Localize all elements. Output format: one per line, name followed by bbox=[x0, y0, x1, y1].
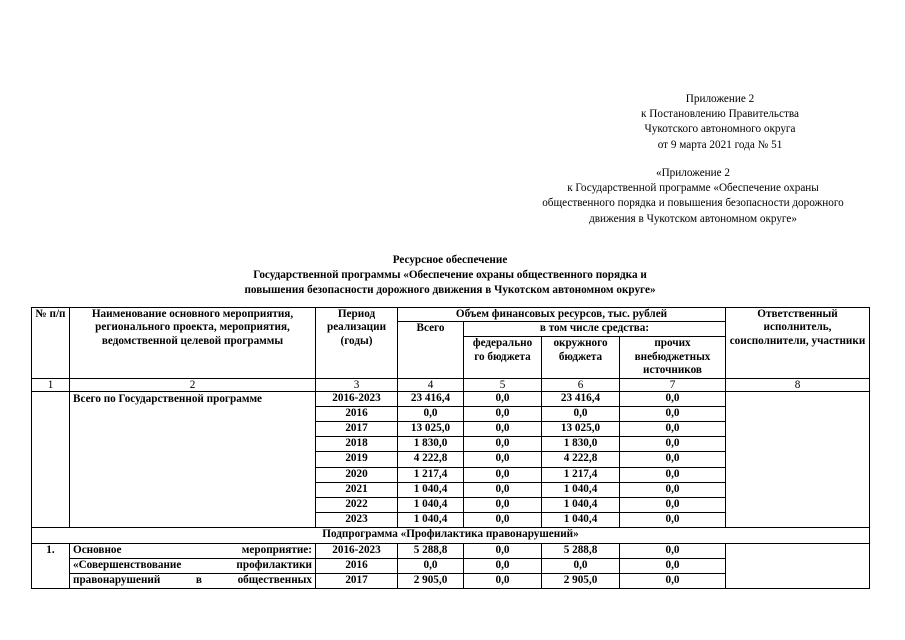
total-cell: 0,0 bbox=[398, 406, 464, 421]
other-cell: 0,0 bbox=[620, 497, 726, 512]
header-name: Наименование основного мероприятия, регионального проекта, мероприятия, ведомственной целевой программы bbox=[70, 308, 316, 379]
district-cell: 13 025,0 bbox=[542, 422, 620, 437]
document-title bbox=[140, 253, 760, 297]
district-cell: 0,0 bbox=[542, 558, 620, 573]
district-cell: 23 416,4 bbox=[542, 391, 620, 406]
responsible-cell bbox=[726, 543, 870, 589]
federal-cell: 0,0 bbox=[464, 482, 542, 497]
district-cell: 5 288,8 bbox=[542, 543, 620, 558]
table-row bbox=[32, 391, 870, 406]
other-cell: 0,0 bbox=[620, 573, 726, 588]
period-cell: 2016 bbox=[316, 406, 398, 421]
annex-line: Чукотского автономного округа bbox=[644, 123, 796, 136]
total-cell: 1 040,4 bbox=[398, 482, 464, 497]
federal-cell: 0,0 bbox=[464, 406, 542, 421]
federal-cell: 0,0 bbox=[464, 558, 542, 573]
table-row bbox=[32, 543, 870, 558]
federal-cell: 0,0 bbox=[464, 467, 542, 482]
subprogram-row bbox=[32, 528, 870, 543]
district-cell: 1 217,4 bbox=[542, 467, 620, 482]
federal-cell: 0,0 bbox=[464, 573, 542, 588]
federal-cell: 0,0 bbox=[464, 497, 542, 512]
other-cell: 0,0 bbox=[620, 406, 726, 421]
total-cell: 5 288,8 bbox=[398, 543, 464, 558]
other-cell: 0,0 bbox=[620, 543, 726, 558]
header-volume: Объем финансовых ресурсов, тыс. рублей bbox=[398, 308, 726, 322]
annex-line: «Приложение 2 bbox=[655, 167, 731, 179]
period-cell: 2016 bbox=[316, 558, 398, 573]
period-cell: 2016-2023 bbox=[316, 543, 398, 558]
header-period: Период реализации (годы) bbox=[316, 308, 398, 379]
total-cell: 13 025,0 bbox=[398, 422, 464, 437]
period-cell: 2021 bbox=[316, 482, 398, 497]
other-cell: 0,0 bbox=[620, 482, 726, 497]
other-cell: 0,0 bbox=[620, 452, 726, 467]
period-cell: 2019 bbox=[316, 452, 398, 467]
item-name-line: правонарушений в общественных bbox=[70, 573, 316, 588]
item-name-line: «Совершенствование профилактики bbox=[70, 558, 316, 573]
header-responsible: Ответственный исполнитель, соисполнители, участники bbox=[726, 308, 870, 379]
annex-line: Приложение 2 bbox=[685, 93, 755, 105]
total-cell: 0,0 bbox=[398, 558, 464, 573]
column-number: 6 bbox=[542, 378, 620, 391]
annex-line: к Государственной программе «Обеспечение охраны bbox=[567, 182, 819, 195]
total-cell: 1 040,4 bbox=[398, 513, 464, 528]
column-number: 7 bbox=[620, 378, 726, 391]
annex-header bbox=[560, 92, 880, 153]
federal-cell: 0,0 bbox=[464, 437, 542, 452]
item-number: 1. bbox=[32, 543, 70, 589]
district-cell: 2 905,0 bbox=[542, 573, 620, 588]
total-cell: 4 222,8 bbox=[398, 452, 464, 467]
district-cell: 0,0 bbox=[542, 406, 620, 421]
other-cell: 0,0 bbox=[620, 467, 726, 482]
header-including: в том числе средства: bbox=[464, 322, 726, 337]
column-number: 4 bbox=[398, 378, 464, 391]
header-no: № п/п bbox=[32, 308, 70, 379]
other-cell: 0,0 bbox=[620, 437, 726, 452]
item-name-line: Основное мероприятие: bbox=[70, 543, 316, 558]
district-cell: 1 040,4 bbox=[542, 513, 620, 528]
total-label: Всего по Государственной программе bbox=[70, 391, 316, 528]
subprogram-title: Подпрограмма «Профилактика правонарушений» bbox=[32, 528, 870, 543]
total-cell: 1 217,4 bbox=[398, 467, 464, 482]
federal-cell: 0,0 bbox=[464, 452, 542, 467]
annex-line: движения в Чукотском автономном округе» bbox=[589, 212, 797, 225]
column-number: 5 bbox=[464, 378, 542, 391]
column-number: 2 bbox=[70, 378, 316, 391]
annex-line: к Постановлению Правительства bbox=[641, 108, 799, 121]
header-federal: федерально го бюджета bbox=[464, 337, 542, 378]
annex-line: от 9 марта 2021 года № 51 bbox=[657, 138, 783, 151]
district-cell: 4 222,8 bbox=[542, 452, 620, 467]
federal-cell: 0,0 bbox=[464, 391, 542, 406]
federal-cell: 0,0 bbox=[464, 422, 542, 437]
title-line: Государственной программы «Обеспечение охраны общественного порядка и bbox=[253, 268, 647, 281]
header-district: окружного бюджета bbox=[542, 337, 620, 378]
total-no-cell bbox=[32, 391, 70, 528]
total-cell: 23 416,4 bbox=[398, 391, 464, 406]
total-cell: 2 905,0 bbox=[398, 573, 464, 588]
program-annex-header bbox=[512, 166, 874, 227]
column-number: 1 bbox=[32, 378, 70, 391]
title-line: повышения безопасности дорожного движения в Чукотском автономном округе» bbox=[244, 283, 656, 296]
period-cell: 2017 bbox=[316, 573, 398, 588]
district-cell: 1 040,4 bbox=[542, 497, 620, 512]
district-cell: 1 040,4 bbox=[542, 482, 620, 497]
period-cell: 2018 bbox=[316, 437, 398, 452]
column-number: 8 bbox=[726, 378, 870, 391]
annex-line: общественного порядка и повышения безопасности дорожного bbox=[542, 197, 844, 210]
column-number: 3 bbox=[316, 378, 398, 391]
period-cell: 2017 bbox=[316, 422, 398, 437]
total-cell: 1 830,0 bbox=[398, 437, 464, 452]
period-cell: 2022 bbox=[316, 497, 398, 512]
other-cell: 0,0 bbox=[620, 513, 726, 528]
resource-table bbox=[31, 307, 870, 589]
district-cell: 1 830,0 bbox=[542, 437, 620, 452]
responsible-cell bbox=[726, 391, 870, 528]
federal-cell: 0,0 bbox=[464, 513, 542, 528]
total-cell: 1 040,4 bbox=[398, 497, 464, 512]
title-line: Ресурсное обеспечение bbox=[392, 254, 508, 266]
other-cell: 0,0 bbox=[620, 558, 726, 573]
period-cell: 2023 bbox=[316, 513, 398, 528]
federal-cell: 0,0 bbox=[464, 543, 542, 558]
period-cell: 2020 bbox=[316, 467, 398, 482]
other-cell: 0,0 bbox=[620, 422, 726, 437]
header-other: прочих внебюджетных источников bbox=[620, 337, 726, 378]
period-cell: 2016-2023 bbox=[316, 391, 398, 406]
header-total: Всего bbox=[398, 322, 464, 378]
other-cell: 0,0 bbox=[620, 391, 726, 406]
